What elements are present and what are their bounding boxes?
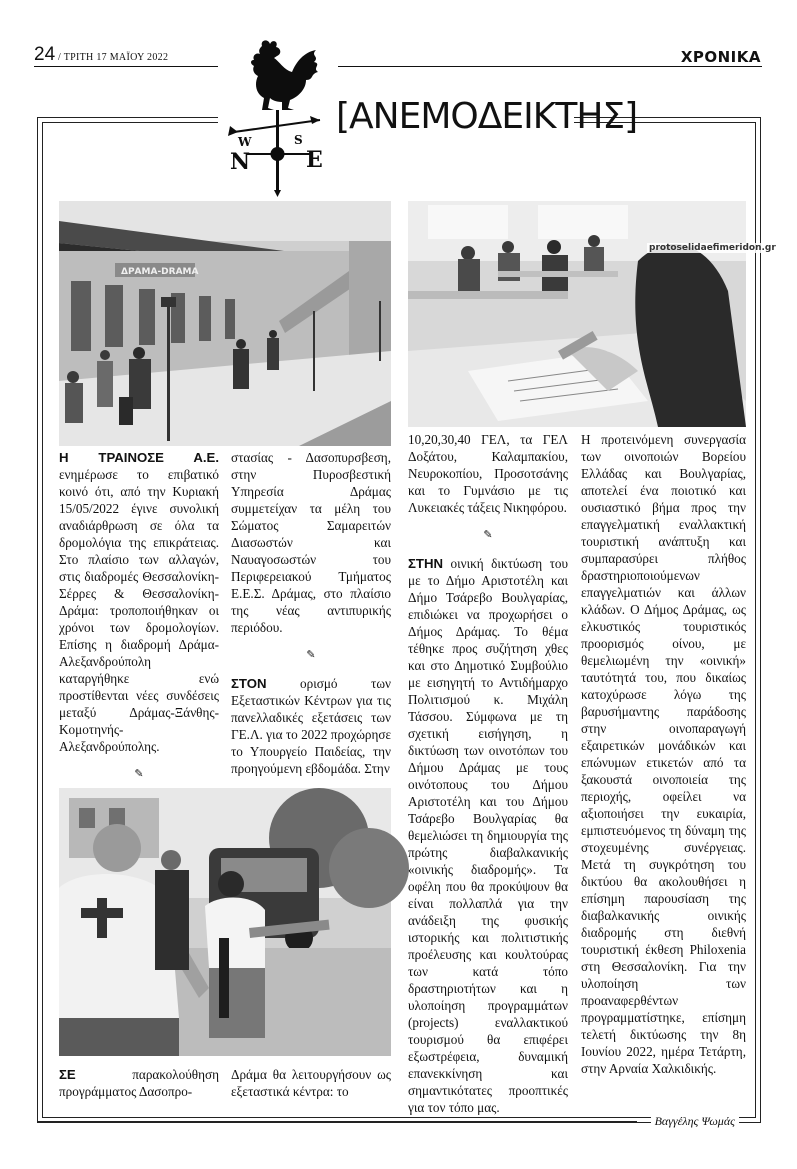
article-wine-lead: ΣΤΗΝ (408, 556, 444, 571)
station-sign-text: ΔΡΑΜΑ-DRAMA (121, 267, 199, 277)
issue-date: / ΤΡΙΤΗ 17 ΜΑΪΟΥ 2022 (58, 52, 169, 63)
article-exams-cont1: Δράμα θα λειτουργήσουν ως εξεταστικά κέντρα: το (231, 1067, 391, 1099)
article-exams-lead: ΣΤΟΝ (231, 676, 267, 691)
photo-fire-training (59, 788, 391, 1056)
article-fire-cont: στασίας - Δασοπυρσβεση, στην Πυροσβεστική Υπηρεσία Δράμας συμμετείχαν τα μέλη του Σώματος Σαμαρειτών Διασωστών και Ναυαγοσωστών του Περιφερειακού Τμήματος Ε.Ε.Σ. Δράμας, στο πλαίσιο της νέας αντιπυρικής περιόδου. (231, 450, 391, 635)
watermark-text: protoselidaefimeridon.gr (649, 243, 776, 253)
article-trainose-body: ενημέρωσε το επιβατικό κοινό ότι, από την Κυριακή 15/05/2022 έγινε συνολική αναδιάρθρωση σε όλα τα δρομολόγια της επικράτειας. Στο πλαίσιο των αλλαγών, στις διαδρομές Θεσσαλονίκη-Σέρρες & Θεσσαλονίκη-Δράμα: τροποποιήθηκαν οι χρόνοι των δρομολογίων. Επίσης η διαδρομή Δράμα-Αλεξανδρούπολη καταργήθηκε ενώ προστίθενται νέες συνδέσεις μεταξύ Δράμας-Ξάνθης-Κομοτηνής-Αλεξανδρούπολης. (59, 467, 219, 754)
weathervane-rooster-icon (224, 38, 334, 198)
separator-pen-icon: ✎ (134, 767, 144, 780)
compass-e: E (306, 147, 323, 173)
article-fire-start (59, 1066, 219, 1100)
compass-s: S (294, 133, 303, 147)
column-title: [ΑΝΕΜΟΔΕΙΚΤΗΣ] (336, 96, 638, 137)
header-rule-left (34, 66, 218, 67)
article-exams-cont2: 10,20,30,40 ΓΕΛ, τα ΓΕΛ Δοξάτου, Καλαμπακίου, Νευροκοπίου, Προσοτσάνης και το Γυμνάσιο με τις Λυκειακές τάξεις Νικηφόρου. (408, 432, 568, 515)
article-wine (408, 555, 568, 1116)
separator-pen-icon: ✎ (306, 648, 316, 661)
section-name: ΧΡΟΝΙΚΑ (680, 48, 761, 66)
photo-exam-classroom (408, 201, 746, 427)
article-fire-body-start: παρακολούθηση προγράμματος Δασοπρο- (59, 1067, 219, 1099)
article-trainose (59, 449, 219, 755)
article-column-3 (408, 431, 568, 1115)
author-name: Βαγγέλης Ψωμάς (651, 1114, 739, 1129)
article-column-2 (231, 449, 391, 781)
page-number: 24 (34, 44, 56, 65)
author-rule (37, 1121, 637, 1122)
article-column-2-bottom (231, 1066, 391, 1106)
article-fire-lead: ΣΕ (59, 1067, 76, 1082)
article-column-1-bottom (59, 1066, 219, 1106)
article-trainose-lead: Η ΤΡΑΙΝΟΣΕ Α.Ε. (59, 450, 219, 465)
photo-drama-train-station (59, 201, 391, 446)
article-wine-cont: Η προτεινόμενη συνεργασία των οινοποιών Βορείου Ελλάδας και Βουλγαρίας, αποτελεί ένα ποιοτικό και ουσιαστικό βήμα προς την επαγγελματική εναλλακτική τουριστική ανάπτυξη και συμπαρασύρει πλήθος δραστηριοποιούμενων επαγγελματιών και άλλων κλάδων. Ο Δήμος Δράμας, ως ελκυστικός τουριστικός προορισμός οίνου, με θεμελιωμένη την «οινική» ταυτότητά του, που δικαίως κατοχύρωσε λόγω της βαρυσήμαντης παράδοσης στην οινοπαραγωγή εξαιρετικών μονάδικών και επώνυμων ετικετών από τα ξακουστά οινοποιεία της περιοχής, οφείλει να αξιοποιήσει την ευκαιρία, εμπιστευόμενος τη δύναμη της στοχευμένης συνέργειας. Μετά τη συγκρότηση του δικτύου θα ακολουθήσει η επίσημη παρουσίαση της διαβαλκανικής οινικής διαδρομής στη διεθνή τουριστική έκθεση Philoxenia στη Θεσσαλονίκη. Για την υλοποίηση των προαναφερθέντων προγραμματίστηκε, επίσημη τελετή δικτύωσης την 8η Ιουνίου 2022, ημέρα Τετάρτη, στην Αρναία Χαλκιδικής. (581, 432, 746, 1076)
compass-w: W (238, 135, 252, 149)
compass-n: N (230, 149, 251, 175)
article-column-4 (581, 431, 746, 1076)
separator-pen-icon: ✎ (483, 528, 493, 541)
article-exams (231, 675, 391, 777)
article-exams-body: ορισμό των Εξεταστικών Κέντρων για τις πανελλαδικές εξετάσεις των ΓΕ.Λ. για το 2022 προχώρησε το Υπουργείο Παιδείας, την προηγούμενη εβδομάδα. Στην (231, 676, 391, 776)
article-wine-body: οινική δικτύωση του με το Δήμο Αριστοτέλη και Δήμο Τσάρεβο Βουλγαρίας, επιδιώκει να προχωρήσει ο Δήμος Δράμας. Το θέμα τέθηκε προς συζήτηση χθες και στο Δημοτικό Συμβούλιο με εισηγητή το Αντιδήμαρχο Πολιτισμού κ. Μιχάλη Τάσσου. Σύμφωνα με τη σχετική εισήγηση, η δικτύωση των οινοτόπων του Δήμου Δράμας με τους οινότοπους του Δήμου Αριστοτέλη και του Δήμου Τσάρεβο Βουλγαρίας θα θεμελιώσει τη δημιουργία της πρώτης διαβαλκανικής «οινικής διαδρομής». Τα οφέλη που θα προκύψουν θα είναι πολλαπλά για την ανάδειξη της φυσικής ιστορικής και πολιτιστικής προέλευσης και κουλτούρας των κατά τόπο δραστηριοτήτων και η υλοποίηση προγραμμάτων (projects) εναλλακτικού τουρισμού θα επιφέρει εξωστρέφεια, δυναμική επανεκκίνηση και σημαντικότατες προοπτικές για τον τόπο μας. (408, 556, 568, 1115)
header-rule-right (338, 66, 762, 67)
article-column-1 (59, 449, 219, 781)
